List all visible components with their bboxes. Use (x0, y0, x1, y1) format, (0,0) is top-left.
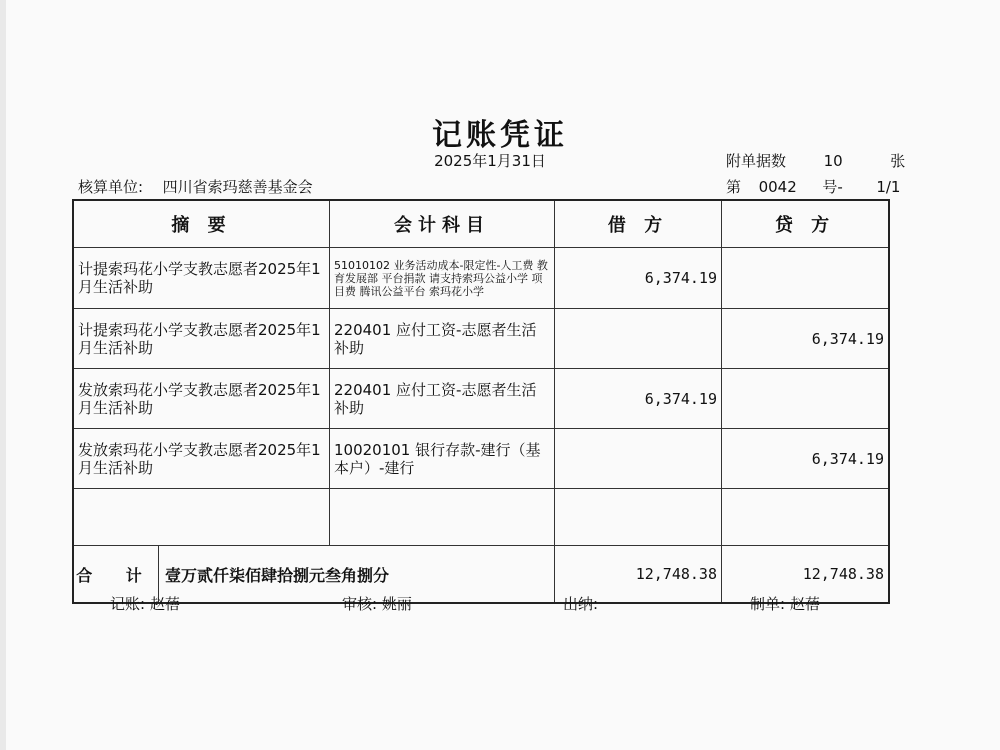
voucher-table (72, 199, 890, 604)
voucher-prefix: 第 (726, 178, 742, 196)
empty-cell (555, 489, 722, 546)
voucher-num: 0042 (758, 178, 797, 196)
header-row (73, 200, 889, 248)
entry-subject: 10020101 银行存款-建行（基本户）-建行 (330, 429, 555, 489)
entry-debit: 6,374.19 (555, 248, 722, 309)
entry-row (73, 309, 889, 369)
attachment-label: 附单据数 (726, 152, 787, 170)
voucher-number (726, 176, 900, 197)
entry-subject: 220401 应付工资-志愿者生活补助 (330, 309, 555, 369)
entry-summary: 发放索玛花小学支教志愿者2025年1月生活补助 (73, 429, 330, 489)
entry-debit (555, 429, 722, 489)
preparer-signature: 制单: 赵蓓 (750, 595, 820, 613)
cashier-signature: 出纳: (563, 595, 599, 613)
unit-label: 核算单位: (78, 178, 144, 196)
entry-row (73, 248, 889, 309)
attachment-unit: 张 (890, 152, 906, 170)
unit-name: 四川省索玛慈善基金会 (162, 178, 313, 196)
header-debit: 借 方 (555, 200, 722, 248)
accounting-unit (78, 176, 313, 197)
bookkeeper-signature: 记账: 赵蓓 (110, 595, 180, 613)
total-debit: 12,748.38 (555, 546, 722, 604)
voucher-suffix: 号- (822, 178, 843, 196)
total-credit: 12,748.38 (722, 546, 890, 604)
entry-summary: 计提索玛花小学支教志愿者2025年1月生活补助 (73, 309, 330, 369)
entry-credit: 6,374.19 (722, 429, 890, 489)
header-credit: 贷 方 (722, 200, 890, 248)
attachment-number: 10 (823, 152, 843, 170)
entry-row (73, 429, 889, 489)
entry-summary: 发放索玛花小学支教志愿者2025年1月生活补助 (73, 369, 330, 429)
entry-subject: 51010102 业务活动成本-限定性-人工费 教育发展部 平台捐款 请支持索玛公益小学 项目费 腾讯公益平台 索玛花小学 (330, 248, 555, 309)
empty-cell (330, 489, 555, 546)
entry-credit: 6,374.19 (722, 309, 890, 369)
voucher-page: 1/1 (876, 178, 901, 196)
header-subject: 会计科目 (330, 200, 555, 248)
entry-credit (722, 248, 890, 309)
total-amount-words: 壹万贰仟柒佰肆拾捌元叁角捌分 (159, 546, 555, 604)
attachment-count (726, 150, 905, 171)
entry-debit (555, 309, 722, 369)
entry-credit (722, 369, 890, 429)
entry-debit: 6,374.19 (555, 369, 722, 429)
voucher-date: 2025年1月31日 (434, 152, 546, 170)
header-summary: 摘 要 (73, 200, 330, 248)
empty-cell (73, 489, 330, 546)
entry-row (73, 369, 889, 429)
empty-row (73, 489, 889, 546)
entry-summary: 计提索玛花小学支教志愿者2025年1月生活补助 (73, 248, 330, 309)
empty-cell (722, 489, 890, 546)
reviewer-signature: 审核: 姚丽 (342, 595, 412, 613)
total-label: 合 计 (73, 546, 159, 604)
entry-subject: 220401 应付工资-志愿者生活补助 (330, 369, 555, 429)
voucher-title: 记账凭证 (432, 118, 568, 153)
